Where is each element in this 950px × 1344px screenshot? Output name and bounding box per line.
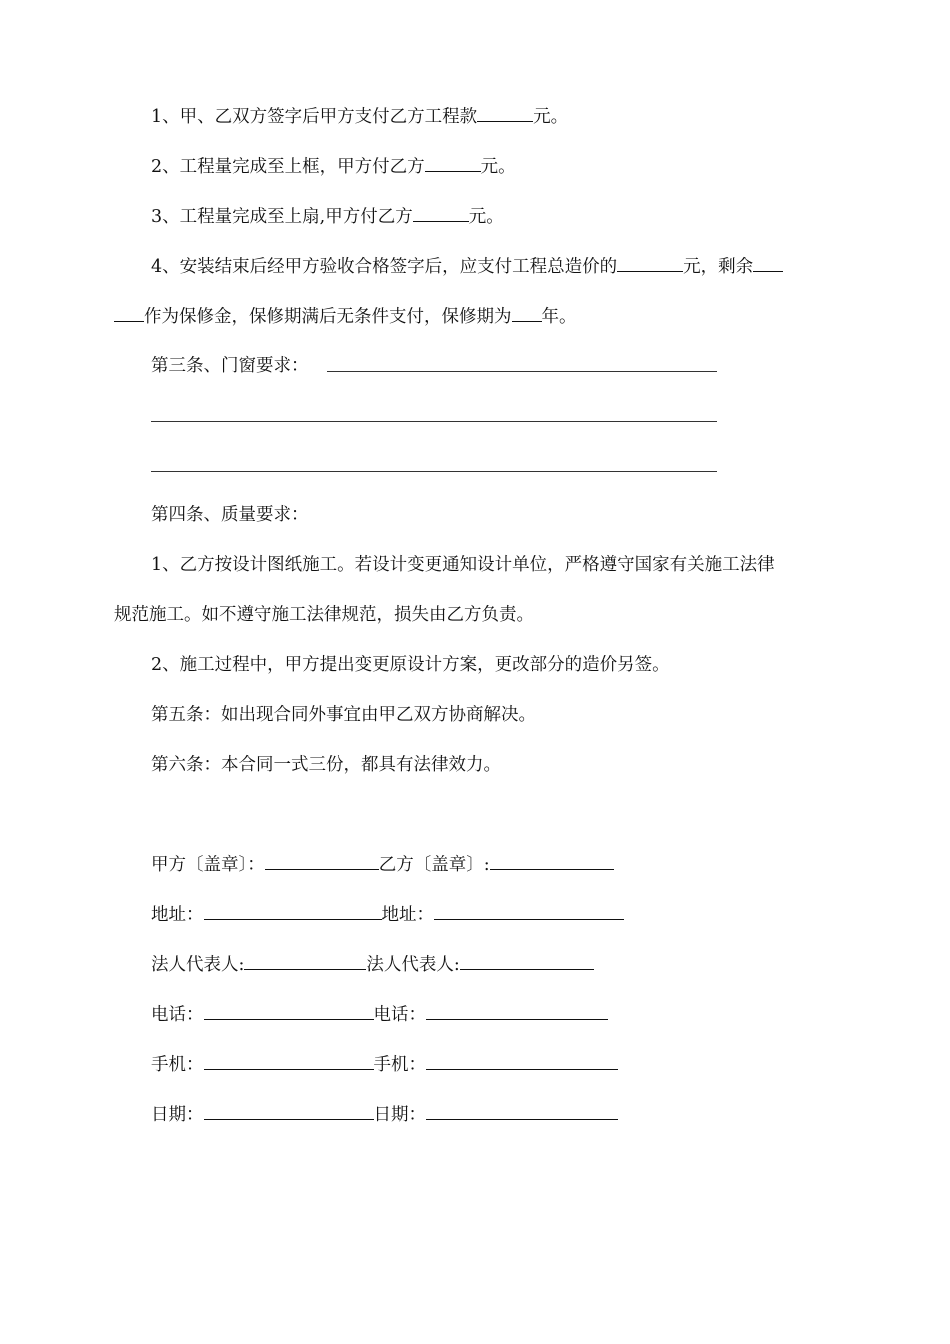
party-b-address-blank <box>434 902 624 920</box>
party-a-mobile-blank <box>204 1052 374 1070</box>
payment-item-2 <box>151 154 516 178</box>
party-a-legal-rep-blank <box>244 952 366 970</box>
payment-item-1-text: 1、甲、乙双方签字后甲方支付乙方工程款 <box>151 107 478 127</box>
payment-item-4-text: 4、安装结束后经甲方验收合格签字后，应支付工程总造价的 <box>151 257 618 277</box>
party-b-legal-rep-blank <box>460 952 594 970</box>
party-b-phone-blank <box>426 1002 608 1020</box>
article-4-heading <box>151 503 309 527</box>
quality-item-1 <box>151 553 775 577</box>
article-6-text: 第六条：本合同一式三份，都具有法律效力。 <box>151 755 501 775</box>
party-b-mobile-blank <box>426 1052 618 1070</box>
party-a-phone-label: 电话： <box>151 1005 204 1025</box>
signature-phone-row <box>151 1002 608 1026</box>
amount-blank <box>617 254 683 272</box>
quality-item-2-text: 2、施工过程中，甲方提出变更原设计方案，更改部分的造价另签。 <box>151 655 670 675</box>
signature-date-row <box>151 1102 618 1126</box>
article-5 <box>151 703 536 727</box>
payment-item-2-unit: 元。 <box>480 157 516 177</box>
payment-item-4-continued <box>114 304 577 328</box>
article-5-text: 第五条：如出现合同外事宜由甲乙双方协商解决。 <box>151 705 536 725</box>
window-requirement-rule <box>327 371 717 372</box>
remaining-blank <box>753 254 783 272</box>
party-a-legal-rep-label: 法人代表人: <box>151 955 245 975</box>
amount-blank <box>425 154 481 172</box>
payment-item-2-text: 2、工程量完成至上框，甲方付乙方 <box>151 157 425 177</box>
article-4-title: 第四条、质量要求： <box>151 505 309 525</box>
payment-item-3 <box>151 204 504 228</box>
article-3-title: 第三条、门窗要求： <box>151 356 309 376</box>
amount-blank <box>413 204 469 222</box>
party-a-seal-blank <box>265 852 379 870</box>
party-b-date-label: 日期： <box>373 1105 426 1125</box>
party-b-mobile-label: 手机： <box>373 1055 426 1075</box>
quality-item-1-continued <box>114 603 534 627</box>
party-b-seal-blank <box>490 852 614 870</box>
party-a-date-label: 日期： <box>151 1105 204 1125</box>
party-a-date-blank <box>204 1102 374 1120</box>
party-a-address-label: 地址： <box>151 905 204 925</box>
party-b-address-label: 地址： <box>381 905 434 925</box>
party-b-legal-rep-label: 法人代表人: <box>366 955 460 975</box>
signature-mobile-row <box>151 1052 618 1076</box>
quality-item-1-line-1: 1、乙方按设计图纸施工。若设计变更通知设计单位，严格遵守国家有关施工法律 <box>151 555 775 575</box>
remaining-blank-continued <box>114 304 144 322</box>
signature-legal-rep-row <box>151 952 594 976</box>
payment-item-4-year: 年。 <box>541 307 577 327</box>
warranty-years-blank <box>512 304 542 322</box>
party-a-address-blank <box>204 902 382 920</box>
payment-item-3-text: 3、工程量完成至上扇,甲方付乙方 <box>151 207 413 227</box>
party-b-date-blank <box>426 1102 618 1120</box>
window-requirement-rule <box>151 421 717 422</box>
party-a-phone-blank <box>204 1002 374 1020</box>
article-3-heading <box>151 354 309 378</box>
party-a-seal-label: 甲方〔盖章〕： <box>151 855 265 875</box>
payment-item-1 <box>151 104 568 128</box>
party-b-seal-label: 乙方〔盖章〕: <box>378 855 490 875</box>
article-6 <box>151 753 501 777</box>
amount-blank <box>477 104 533 122</box>
party-b-phone-label: 电话： <box>373 1005 426 1025</box>
quality-item-1-line-2: 规范施工。如不遵守施工法律规范，损失由乙方负责。 <box>114 605 534 625</box>
payment-item-1-unit: 元。 <box>533 107 569 127</box>
signature-address-row <box>151 902 624 926</box>
payment-item-3-unit: 元。 <box>468 207 504 227</box>
party-a-mobile-label: 手机： <box>151 1055 204 1075</box>
payment-item-4 <box>151 254 783 278</box>
payment-item-4-remaining: 元，剩余 <box>683 257 754 277</box>
payment-item-4-warranty: 作为保修金，保修期满后无条件支付，保修期为 <box>144 307 512 327</box>
quality-item-2 <box>151 653 670 677</box>
window-requirement-rule <box>151 471 717 472</box>
signature-seal-row <box>151 852 614 876</box>
